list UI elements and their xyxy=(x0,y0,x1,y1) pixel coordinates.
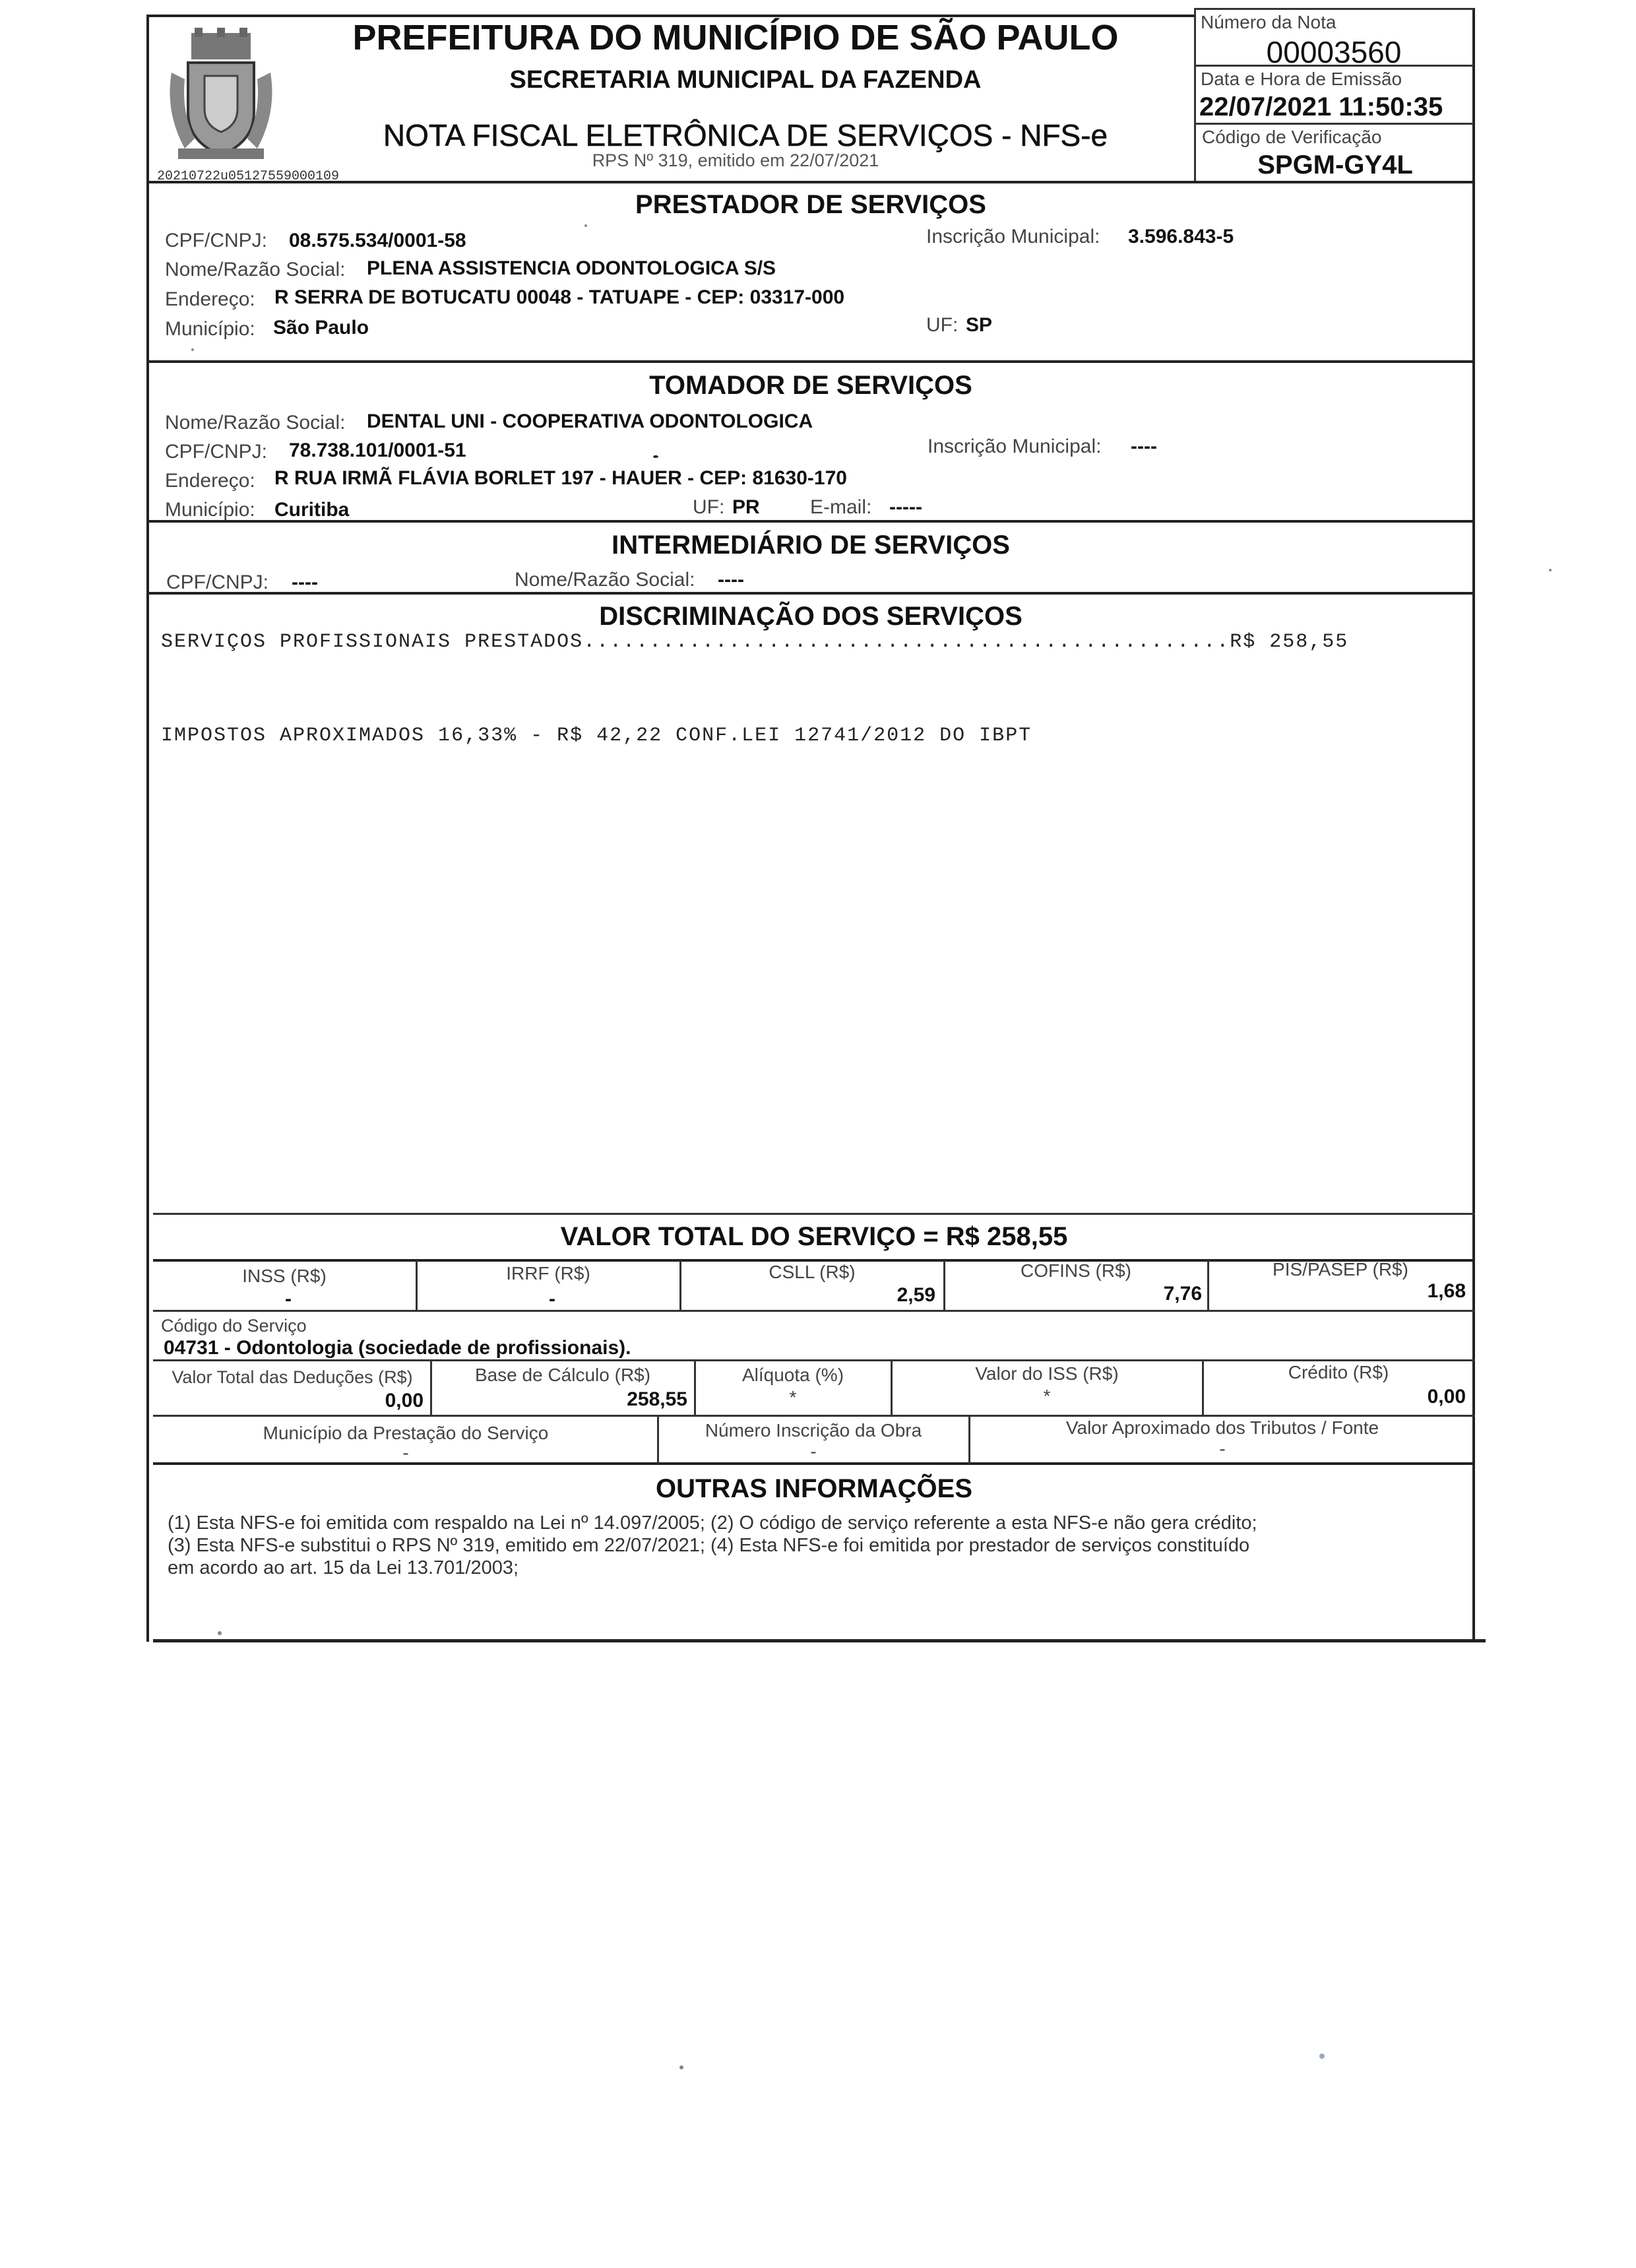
scan-speck xyxy=(191,348,194,351)
codigo-verificacao-label: Código de Verificação xyxy=(1202,127,1382,147)
aliquota-value: * xyxy=(789,1387,797,1408)
impostos-linha: IMPOSTOS APROXIMADOS 16,33% - R$ 42,22 CONF.LEI 12741/2012 DO IBPT xyxy=(161,725,1032,747)
tomador-uf-label: UF: xyxy=(693,496,725,518)
cofins-value: 7,76 xyxy=(1163,1283,1202,1305)
outras-linha-1: (1) Esta NFS-e foi emitida com respaldo na Lei nº 14.097/2005; (2) O código de serviço referente a esta NFS-e não gera crédito; xyxy=(168,1512,1257,1534)
municipio-prestacao-value: - xyxy=(402,1442,409,1463)
prestador-cnpj: 08.575.534/0001-58 xyxy=(289,230,466,251)
nota-box-top xyxy=(1194,8,1474,10)
credito-value: 0,00 xyxy=(1427,1386,1466,1408)
aliquota-label: Alíquota (%) xyxy=(741,1365,844,1385)
intermediario-nome: ---- xyxy=(718,569,744,591)
base-calculo-label: Base de Cálculo (R$) xyxy=(474,1365,651,1385)
pis-label: PIS/PASEP (R$) xyxy=(1273,1259,1408,1280)
data-emissao-label: Data e Hora de Emissão xyxy=(1201,69,1402,89)
deducoes-value: 0,00 xyxy=(385,1390,424,1411)
sep-intermediario xyxy=(146,592,1475,595)
scan-speck xyxy=(1549,569,1552,571)
prestador-nome-label: Nome/Razão Social: xyxy=(165,259,346,280)
sep-calculo-end xyxy=(153,1415,1475,1417)
deducoes-label: Valor Total das Deduções (R$) xyxy=(172,1367,413,1387)
frame-bottom xyxy=(153,1639,1486,1642)
discriminacao-heading: DISCRIMINAÇÃO DOS SERVIÇOS xyxy=(599,602,1022,631)
intermediario-nome-label: Nome/Razão Social: xyxy=(515,569,695,591)
tomador-im: ---- xyxy=(1131,436,1157,457)
tomador-nome: DENTAL UNI - COOPERATIVA ODONTOLOGICA xyxy=(367,410,813,432)
prestador-heading: PRESTADOR DE SERVIÇOS xyxy=(635,190,986,219)
servico-linha: SERVIÇOS PROFISSIONAIS PRESTADOS.................................................R$ 258,55 xyxy=(161,631,1349,653)
cofins-label: COFINS (R$) xyxy=(1021,1260,1131,1281)
irrf-label: IRRF (R$) xyxy=(506,1263,590,1283)
tomador-cnpj-label: CPF/CNPJ: xyxy=(165,441,268,463)
intermediario-heading: INTERMEDIÁRIO DE SERVIÇOS xyxy=(612,531,1010,560)
frame-right xyxy=(1472,8,1475,1642)
tomador-email: ----- xyxy=(889,496,922,518)
sep-prestador xyxy=(146,360,1475,363)
irrf-value: - xyxy=(549,1288,555,1310)
tomador-uf: PR xyxy=(732,496,760,518)
codigo-servico: 04731 - Odontologia (sociedade de profissionais). xyxy=(164,1337,631,1359)
municipality-title: PREFEITURA DO MUNICÍPIO DE SÃO PAULO xyxy=(352,18,1119,57)
tomador-heading: TOMADOR DE SERVIÇOS xyxy=(649,371,972,400)
prestador-nome: PLENA ASSISTENCIA ODONTOLOGICA S/S xyxy=(367,257,776,279)
inscricao-obra-label: Número Inscrição da Obra xyxy=(705,1420,922,1441)
coat-of-arms-icon xyxy=(165,26,277,165)
prestador-im-label: Inscrição Municipal: xyxy=(926,226,1100,247)
scan-speck xyxy=(1319,2054,1325,2059)
secretaria-title: SECRETARIA MUNICIPAL DA FAZENDA xyxy=(509,66,982,94)
prestador-im: 3.596.843-5 xyxy=(1128,226,1234,247)
prestador-uf-label: UF: xyxy=(926,314,959,336)
nota-box-div2 xyxy=(1194,123,1474,125)
base-calculo-value: 258,55 xyxy=(627,1388,687,1410)
barcode-text: 20210722u05127559000109 xyxy=(157,169,340,184)
outras-heading: OUTRAS INFORMAÇÕES xyxy=(656,1474,972,1503)
valor-tributos-label: Valor Aproximado dos Tributos / Fonte xyxy=(1065,1417,1379,1438)
prestador-municipio: São Paulo xyxy=(273,317,369,339)
tomador-endereco: R RUA IRMÃ FLÁVIA BORLET 197 - HAUER - CEP: 81630-170 xyxy=(274,467,847,489)
valor-total: VALOR TOTAL DO SERVIÇO = R$ 258,55 xyxy=(560,1222,1068,1251)
outras-linha-2: (3) Esta NFS-e substitui o RPS Nº 319, emitido em 22/07/2021; (4) Esta NFS-e foi emitida por prestador de serviços constituído xyxy=(168,1535,1250,1556)
tomador-cnpj: 78.738.101/0001-51 xyxy=(289,439,466,461)
credito-label: Crédito (R$) xyxy=(1288,1362,1389,1382)
numero-nota-label: Número da Nota xyxy=(1201,12,1337,32)
intermediario-cnpj: ---- xyxy=(292,571,318,593)
data-emissao-value: 22/07/2021 11:50:35 xyxy=(1199,92,1443,121)
prestador-uf: SP xyxy=(966,314,993,336)
frame-left xyxy=(146,15,149,1642)
valor-tributos-value: - xyxy=(1219,1439,1226,1459)
scan-speck xyxy=(584,224,587,227)
inss-value: - xyxy=(285,1288,292,1310)
numero-nota-value: 00003560 xyxy=(1266,35,1402,69)
inss-label: INSS (R$) xyxy=(242,1266,327,1286)
prestador-endereco-label: Endereço: xyxy=(165,288,255,310)
prestador-municipio-label: Município: xyxy=(165,318,255,340)
codigo-verificacao-value: SPGM-GY4L xyxy=(1257,150,1413,179)
prestador-endereco: R SERRA DE BOTUCATU 00048 - TATUAPE - CEP: 03317-000 xyxy=(274,286,845,308)
sep-servico-end xyxy=(153,1359,1475,1361)
valor-iss-value: * xyxy=(1043,1386,1051,1406)
scan-speck xyxy=(679,2065,683,2069)
csll-value: 2,59 xyxy=(897,1284,935,1306)
nfse-title: NOTA FISCAL ELETRÔNICA DE SERVIÇOS - NFS-e xyxy=(383,118,1108,152)
outras-linha-3: em acordo ao art. 15 da Lei 13.701/2003; xyxy=(168,1557,519,1578)
sep-tributos-end xyxy=(153,1310,1475,1312)
tomador-endereco-label: Endereço: xyxy=(165,470,255,492)
sep-discriminacao-end xyxy=(153,1213,1475,1215)
sep-header xyxy=(146,181,1475,183)
municipio-prestacao-label: Município da Prestação do Serviço xyxy=(263,1423,549,1443)
codigo-servico-label: Código do Serviço xyxy=(161,1316,307,1336)
inscricao-obra-value: - xyxy=(810,1441,817,1462)
csll-label: CSLL (R$) xyxy=(769,1262,856,1282)
scan-speck xyxy=(218,1631,222,1635)
tomador-municipio: Curitiba xyxy=(274,499,350,521)
tomador-email-label: E-mail: xyxy=(810,496,872,518)
rps-line: RPS Nº 319, emitido em 22/07/2021 xyxy=(592,150,879,170)
pis-value: 1,68 xyxy=(1427,1280,1466,1302)
tomador-im-label: Inscrição Municipal: xyxy=(928,436,1102,457)
tomador-nome-label: Nome/Razão Social: xyxy=(165,412,346,434)
scan-speck xyxy=(653,455,658,458)
tomador-municipio-label: Município: xyxy=(165,499,255,521)
intermediario-cnpj-label: CPF/CNPJ: xyxy=(166,571,269,593)
prestador-cnpj-label: CPF/CNPJ: xyxy=(165,230,268,251)
valor-iss-label: Valor do ISS (R$) xyxy=(975,1363,1119,1384)
